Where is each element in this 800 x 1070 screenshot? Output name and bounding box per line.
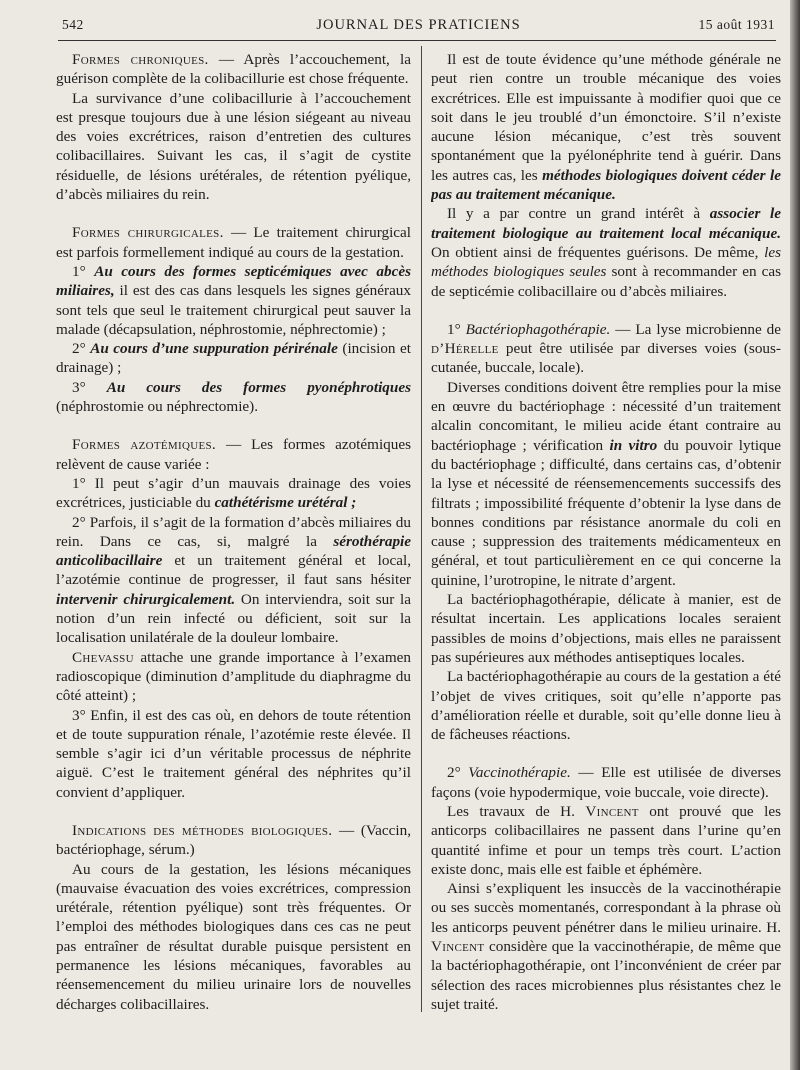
right-column [431,50,781,1014]
list-item: 2° Au cours d’une suppuration périrénale (incision et drainage) ; [56,340,412,377]
paragraph: La bactériophagothérapie au cours de la gestation a été l’objet de vives critiques, soit qu’elle n’apporte pas d’amélioration réelle et durable, soit qu’elle donne lieu à de fâcheuses réactions. [431,668,781,744]
list-item: 3° Au cours des formes pyonéphrotiques (néphrostomie ou néphrectomie). [56,378,411,416]
column-divider [421,46,422,1012]
journal-title: JOURNAL DES PRATICIENS [316,17,521,33]
paragraph-vaccinotherapie: 2° Vaccinothérapie. — Elle est utilisée de diverses façons (voie hypodermique, voie buccale, voie directe). [431,764,781,801]
author-name: Vincent [585,802,639,820]
paragraph-bacteriophagotherapie: 1° Bactériophagothérapie. — La lyse microbienne de d’Hérelle peut être utilisée par diverses voies (sous-cutanée, buccale, locale). [431,320,781,377]
paragraph: Ainsi s’expliquent les insuccès de la vaccinothérapie ou ses succès momentanés, correspondant à la phrase où les anticorps peuvent pénétrer dans le milieu urinaire. H. Vincent considère que la vaccinothérapie, de même que la bactériophagothérapie, ont l’inconvénient de créer par sélection des races microbiennes plus résistantes chez le sujet traité. [431,880,781,1013]
left-column [56,50,411,1014]
paragraph: Au cours de la gestation, les lésions mécaniques (mauvaise évacuation des voies excrétrices, compression urétérale, rétention pyélique) sont très fréquentes. Or l’emploi des méthodes biologiques dans ces cas ne peut pas entraîner de résultat durable puisque persistent en permanence les lésions mécaniques, favorables au réensemencement du milieu urinaire lors de nouvelles décharges colibacillaires. [56,860,411,1013]
header-rule [58,40,776,41]
list-item: 1° Au cours des formes septicémiques avec abcès miliaires, il est des cas dans lesquels les signes généraux sont tels que seul le traitement chirurgical peut sauver la malade (décapsulation, néphrostomie, néphrectomie) ; [56,262,411,338]
paragraph-formes-chirurgicales: Formes chirurgicales. — Le traitement chirurgical est parfois formellement indiqué au cours de la gestation. [56,224,411,261]
list-item: 1° Il peut s’agir d’un mauvais drainage des voies excrétrices, justiciable du cathétérisme urétéral ; [56,474,411,512]
paragraph-formes-chroniques: Formes chroniques. — Après l’accouchement, la guérison complète de la colibacillurie est chose fréquente. [56,51,412,88]
page-number: 542 [62,17,84,32]
paragraph: La survivance d’une colibacillurie à l’accouchement est presque toujours due à une lésion siégeant au niveau des voies excrétrices, raison d’entretien des cultures colibacillaires. Suivant les cas, il s’agit de cystite résiduelle, de lésions urétérales, de rétention pyélique, d’abcès miliaires du rein. [56,89,411,204]
paragraph-indications: Indications des méthodes biologiques. — (Vaccin, bactériophage, sérum.) [56,821,411,859]
paragraph: Diverses conditions doivent être remplies pour la mise en œuvre du bactériophage : nécessité d’un traitement alcalin concomitant, le milieu acide étant contraire au bactériophage ; vérification in vitro du pouvoir lytique du bactériophage ; difficulté, dans certains cas, d’obtenir la lyse et nécessité de réensemencements successifs des filtrats ; impossibilité fréquente d’obtenir la lyse dans de bonnes conditions par résistance anormale du coli en cause ; suppression des traitements médicamenteux en général, et tout particulièrement en ce qui concerne la quinine, l’urotropine, le nitrate d’argent. [431,378,781,589]
paragraph: La bactériophagothérapie, délicate à manier, est de résultat incertain. Les applications locales seraient passibles de moins d’objections, mais elles ne paraissent pas supérieures aux méthodes antiseptiques locales. [431,591,781,666]
paragraph-formes-azotemiques: Formes azotémiques. — Les formes azotémiques relèvent de cause variée : [56,436,412,473]
list-item: 3° Enfin, il est des cas où, en dehors de toute rétention et de toute suppuration rénale, l’azotémie reste élevée. Il semble s’agir ici d’un véritable processus de néphrite aiguë. C’est le traitement général des néphrites qu’il convient d’appliquer. [56,706,411,801]
issue-date: 15 août 1931 [698,17,775,32]
paragraph: Il est de toute évidence qu’une méthode générale ne peut rien contre un trouble mécanique des voies excrétrices. Elle est impuissante à modifier quoi que ce soit dans le jeu troublé d’un émonctoire. S’il n’existe aucune lésion mécanique, c’est très souvent spontanément que la pyélonéphrite tend à guérir. Dans les autres cas, les méthodes biologiques doivent céder le pas au traitement mécanique. [431,51,781,204]
page-edge-shadow [790,0,800,1070]
paragraph: Chevassu attache une grande importance à l’examen radioscopique (diminution d’amplitude du diaphragme du côté atteint) ; [56,648,411,705]
section-heading: Formes chroniques. [72,51,209,68]
section-heading: Formes chirurgicales. [72,224,224,242]
paragraph: Les travaux de H. Vincent ont prouvé que les anticorps colibacillaires ne passent dans l’urine qu’en quantité infime et pour un temps très court. L’action existe donc, mais elle est faible et éphémère. [431,802,781,878]
section-heading: Vaccinothérapie. [468,764,571,782]
running-header [62,14,775,36]
list-item: 2° Parfois, il s’agit de la formation d’abcès miliaires du rein. Dans ce cas, si, malgré la sérothérapie anticolibacillaire et un traitement général et local, l’azotémie continue de progresser, il faut sans hésiter intervenir chirurgicalement. On interviendra, soit sur la notion d’un rein infecté ou déficient, soit sur la localisation unilatérale de la douleur lombaire. [56,513,411,647]
paragraph: Il y a par contre un grand intérêt à associer le traitement biologique au traitement local mécanique. On obtient ainsi de fréquentes guérisons. De même, les méthodes biologiques seules sont à recommander en cas de septicémie colibacillaire ou d’abcès miliaires. [431,205,781,300]
section-heading: Formes azotémiques. [72,436,217,454]
author-name: d’Hérelle [431,340,499,358]
author-name: Chevassu [72,648,134,666]
author-name: Vincent [431,938,485,956]
section-heading: Indications des méthodes biologiques. [72,821,333,839]
section-heading: Bactériophagothérapie. [465,320,611,338]
